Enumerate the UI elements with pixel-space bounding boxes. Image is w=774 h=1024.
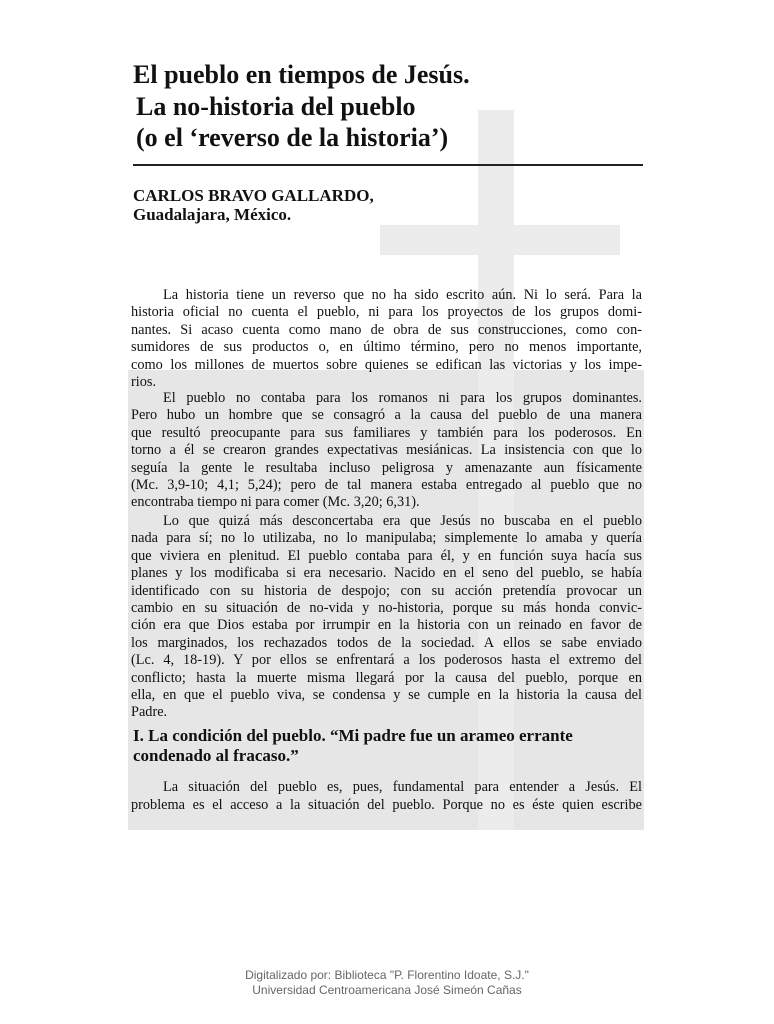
paragraph-2-line: que resultó preocupante para sus familiares y también para los poderosos. En xyxy=(131,424,642,441)
section-heading-line-2: condenado al fracaso.” xyxy=(133,746,299,765)
paragraph-1-line: historia oficial no cuenta el pueblo, ni para los proyectos de los grupos domi- xyxy=(131,304,642,321)
footer-line-2: Universidad Centroamericana José Simeón Cañas xyxy=(252,983,522,997)
paragraph-2-line: Pero hubo un hombre que se consagró a la causa del pueblo de una manera xyxy=(131,407,642,424)
paragraph-3-line: identificado con su historia de despojo; con su acción pretendía provocar un xyxy=(131,582,642,599)
author-place: Guadalajara, México. xyxy=(133,205,292,224)
paragraph-2-line: encontraba tiempo ni para comer (Mc. 3,20; 6,31). xyxy=(131,494,420,511)
author-name: CARLOS BRAVO GALLARDO, xyxy=(133,186,374,205)
paragraph-3-line: (Lc. 4, 18-19). Y por ellos se enfrentará a los poderosos hasta el extremo del xyxy=(131,652,642,669)
paragraph-3-line: nada para sí; no lo utilizaba, no lo manipulaba; simplemente lo amaba y quería xyxy=(131,530,642,547)
section-text-line: La situación del pueblo es, pues, fundamental para entender a Jesús. El xyxy=(163,779,642,795)
paragraph-3-line: cambio en su situación de no-vida y no-historia, porque su más honda convic- xyxy=(131,600,642,616)
paragraph-1-line: nantes. Si acaso cuenta como mano de obra de sus construcciones, como con- xyxy=(131,321,642,338)
paragraph-3-line: que viviera en plenitud. El pueblo contaba para él, y en función suya hacía sus xyxy=(131,547,642,564)
title-divider xyxy=(133,164,643,166)
title-line-3: (o el ‘reverso de la historia’) xyxy=(136,123,449,152)
paragraph-2-line: seguía la gente le resultaba incluso peligrosa y amenazante aun físicamente xyxy=(131,459,642,476)
paragraph-3-line: ella, en que el pueblo viva, se condensa y se cumple en la historia la causa del xyxy=(131,687,642,703)
paragraph-3-line: los marginados, los rechazados todos de la sociedad. A ellos se sabe enviado xyxy=(131,634,642,651)
paragraph-3-line: Padre. xyxy=(131,704,168,721)
paragraph-3-line: Lo que quizá más desconcertaba era que Jesús no buscaba en el pueblo xyxy=(163,513,642,529)
paragraph-3-line: conflicto; hasta la muerte misma llegará por la causa del pueblo, porque en xyxy=(131,669,642,686)
footer-line-1: Digitalizado por: Biblioteca "P. Florentino Idoate, S.J." xyxy=(245,968,529,982)
paragraph-2-line: torno a él se crearon grandes expectativas mesiánicas. La insistencia con que lo xyxy=(131,442,642,459)
paragraph-3-line: ción era que Dios estaba por irrumpir en la historia con un reinado en favor de xyxy=(131,617,642,634)
paragraph-3-line: planes y los modificaba si era necesario. Nacido en el seno del pueblo, se había xyxy=(131,565,642,582)
paragraph-1-line: como los millones de muertos sobre quienes se edifican las victorias y los impe- xyxy=(131,356,642,373)
title-line-2: La no-historia del pueblo xyxy=(136,92,416,121)
section-heading-line-1: I. La condición del pueblo. “Mi padre fue un arameo errante xyxy=(133,726,573,745)
paragraph-2-line: (Mc. 3,9-10; 4,1; 5,24); pero de tal manera estaba entregado al pueblo que no xyxy=(131,477,642,493)
paragraph-1-line: sumidores de sus productos o, en último término, pero no menos importante, xyxy=(131,339,642,356)
paragraph-2-line: El pueblo no contaba para los romanos ni para los grupos dominantes. xyxy=(163,390,642,406)
paragraph-1-line: rios. xyxy=(131,374,157,390)
paragraph-1-line: La historia tiene un reverso que no ha sido escrito aún. Ni lo será. Para la xyxy=(163,287,642,303)
watermark-cross-horizontal xyxy=(380,225,620,255)
title-line-1: El pueblo en tiempos de Jesús. xyxy=(133,60,470,89)
section-text-line: problema es el acceso a la situación del pueblo. Porque no es éste quien escribe xyxy=(131,797,642,813)
